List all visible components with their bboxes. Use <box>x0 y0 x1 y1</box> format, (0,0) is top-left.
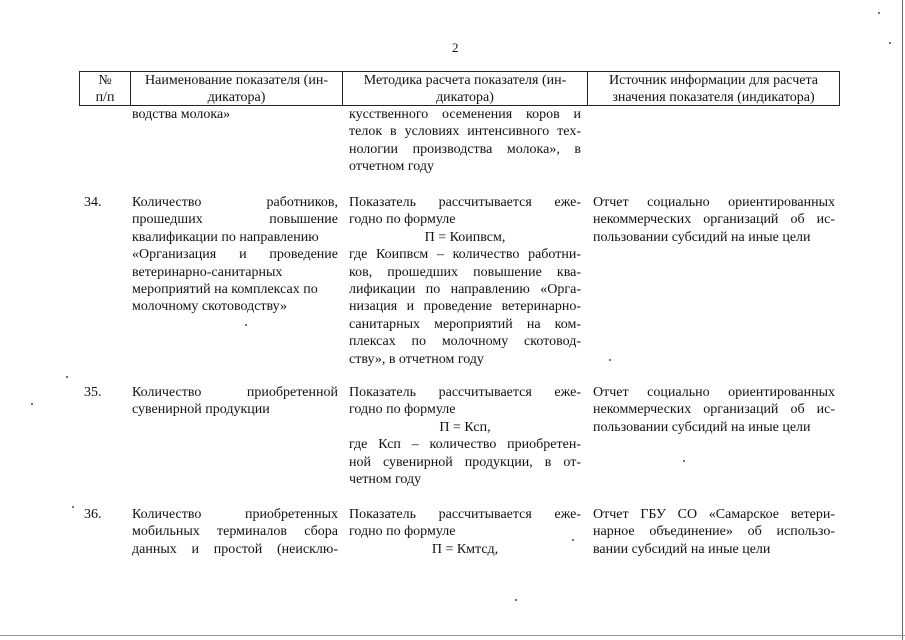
header-calculation-method: Методика расчета показателя (ин- дикатора) <box>343 72 588 106</box>
row-36-source-cell: Отчет ГБУ СО «Самарское ветери- нарное объединение» об использо- вании субсидий на иные цели <box>593 507 835 557</box>
row-36-method-cell: Показатель рассчитывается еже- годно по формуле П = Кмтсд, <box>349 507 581 557</box>
row-35-name-cell: Количество приобретенной сувенирной продукции <box>132 385 338 418</box>
scan-speck <box>515 599 517 601</box>
continuation-name-cell: водства молока» <box>132 107 231 122</box>
scan-speck <box>245 324 247 326</box>
row-36-formula: П = Кмтсд, <box>431 541 499 557</box>
page-border-right <box>902 0 903 640</box>
row-35-number: 35. <box>84 385 102 400</box>
scan-speck <box>72 506 74 508</box>
continuation-method-cell: кусственного осеменения коров и телок в условиях интенсивного тех- нологии производства молока», в отчетном году <box>349 107 581 175</box>
scan-speck <box>572 539 574 541</box>
page-number: 2 <box>452 40 459 55</box>
header-indicator-name: Наименование показателя (ин- дикатора) <box>131 72 343 106</box>
row-34-number: 34. <box>84 195 102 210</box>
header-number: № п/п <box>80 72 131 106</box>
scan-speck <box>889 42 891 44</box>
row-35-formula: П = Ксп, <box>439 419 491 435</box>
scan-speck <box>878 12 880 14</box>
table-header <box>79 71 840 106</box>
scan-speck <box>31 403 33 405</box>
row-35-source-cell: Отчет социально ориентированных некоммерческих организаций об ис- пользовании субсидий на иные цели <box>593 385 835 435</box>
page-border-bottom <box>0 635 905 636</box>
row-36-number: 36. <box>84 507 102 522</box>
scan-speck <box>609 359 611 361</box>
row-34-formula: П = Коипвсм, <box>424 229 506 245</box>
row-36-name-cell: Количество приобретенных мобильных терминалов сбора данных и простой (неисклю- <box>132 507 338 557</box>
header-information-source: Источник информации для расчета значения показателя (индикатора) <box>609 73 818 105</box>
row-34-source-cell: Отчет социально ориентированных некоммерческих организаций об ис- пользовании субсидий на иные цели <box>593 195 835 245</box>
row-35-method-cell: Показатель рассчитывается еже- годно по формуле П = Ксп, где Ксп – количество приобретен- ной сувенирной продукции, в от- четном году <box>349 385 581 488</box>
scan-speck <box>66 376 68 378</box>
row-34-method-cell: Показатель рассчитывается еже- годно по формуле П = Коипвсм, где Коипвсм – количество работни- ков, прошедших повышение ква- лификации по направлению «Орга- низация и проведение ветеринарно- санитарных мероприятий на ком- плексах по молочному скотовод- ству», в отчетном году <box>349 195 581 367</box>
scan-speck <box>683 460 685 462</box>
row-34-name-cell: Количество работников, прошедших повышение квалификации по направлению «Организация и проведение ветеринарно-санитарных мероприятий на комплексах по молочному скотоводству» <box>132 195 338 315</box>
